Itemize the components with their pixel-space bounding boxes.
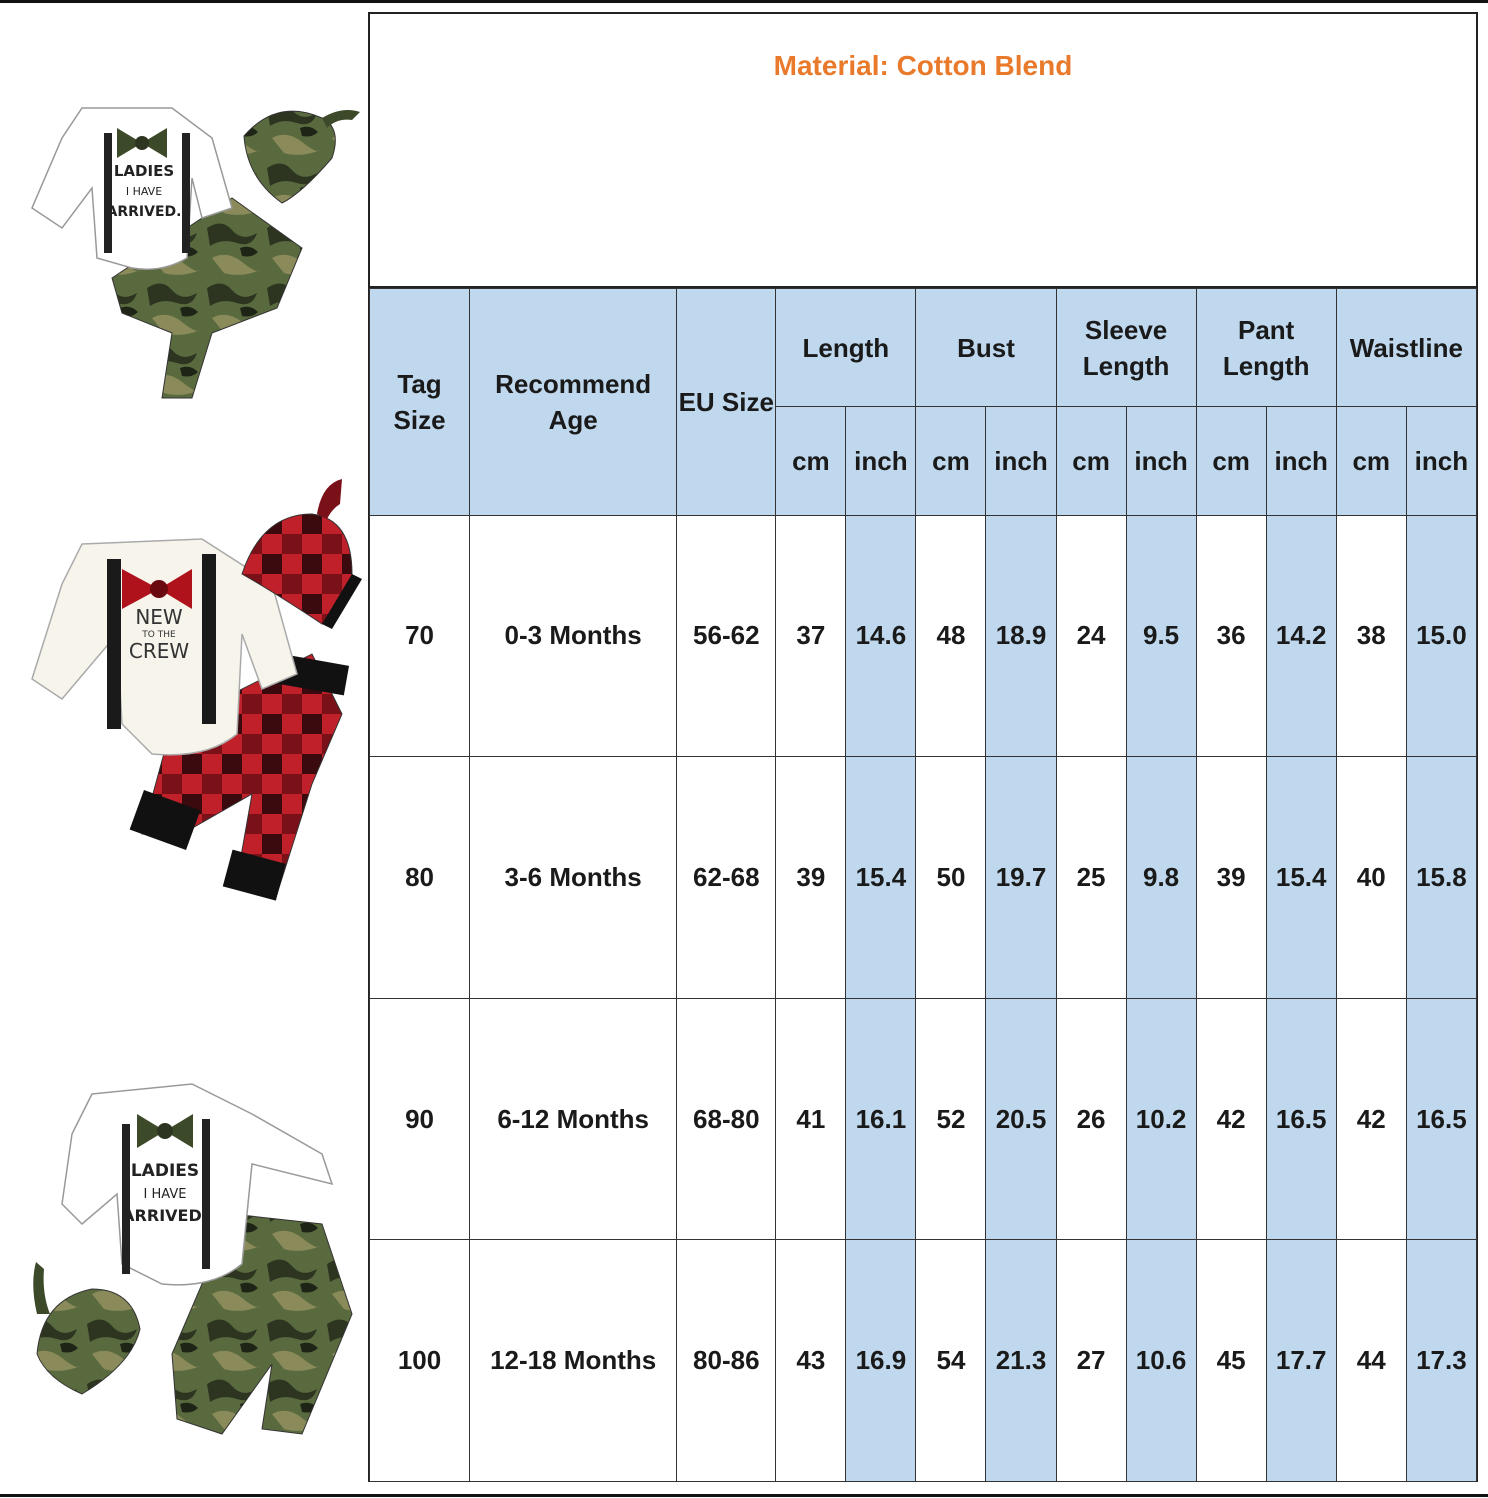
header-eu-size: EU Size bbox=[677, 289, 776, 516]
unit-cm: cm bbox=[1056, 407, 1126, 515]
unit-inch: inch bbox=[986, 407, 1056, 515]
cell-pant-cm: 36 bbox=[1196, 515, 1266, 757]
cell-recommend-age: 3-6 Months bbox=[470, 757, 677, 999]
cell-recommend-age: 12-18 Months bbox=[470, 1240, 677, 1482]
cell-waist-cm: 44 bbox=[1336, 1240, 1406, 1482]
svg-text:ARRIVED.: ARRIVED. bbox=[106, 204, 182, 220]
product-images-panel bbox=[8, 12, 370, 1482]
header-waistline: Waistline bbox=[1336, 289, 1476, 407]
cell-sleeve-inch: 9.5 bbox=[1126, 515, 1196, 757]
cell-waist-cm: 40 bbox=[1336, 757, 1406, 999]
cell-pant-inch: 16.5 bbox=[1266, 998, 1336, 1240]
cell-waist-inch: 17.3 bbox=[1406, 1240, 1476, 1482]
unit-cm: cm bbox=[1196, 407, 1266, 515]
cell-length-inch: 16.9 bbox=[846, 1240, 916, 1482]
cell-bust-cm: 54 bbox=[916, 1240, 986, 1482]
cell-recommend-age: 6-12 Months bbox=[470, 998, 677, 1240]
cell-eu-size: 68-80 bbox=[677, 998, 776, 1240]
table-row bbox=[370, 757, 1477, 999]
header-sleeve-length: Sleeve Length bbox=[1056, 289, 1196, 407]
cell-eu-size: 80-86 bbox=[677, 1240, 776, 1482]
material-header bbox=[370, 12, 1476, 288]
table-row bbox=[370, 998, 1477, 1240]
unit-inch: inch bbox=[1266, 407, 1336, 515]
cell-length-cm: 37 bbox=[776, 515, 846, 757]
svg-text:NEW: NEW bbox=[135, 605, 183, 629]
cell-length-inch: 15.4 bbox=[846, 757, 916, 999]
unit-inch: inch bbox=[1406, 407, 1476, 515]
svg-text:ARRIVED.: ARRIVED. bbox=[122, 1206, 208, 1225]
unit-cm: cm bbox=[1336, 407, 1406, 515]
camo-outfit-ladies-icon bbox=[22, 98, 362, 418]
cell-recommend-age: 0-3 Months bbox=[470, 515, 677, 757]
cell-pant-cm: 42 bbox=[1196, 998, 1266, 1240]
cell-waist-cm: 38 bbox=[1336, 515, 1406, 757]
cell-waist-cm: 42 bbox=[1336, 998, 1406, 1240]
cell-waist-inch: 15.8 bbox=[1406, 757, 1476, 999]
table-row bbox=[370, 1240, 1477, 1482]
cell-eu-size: 62-68 bbox=[677, 757, 776, 999]
header-tag-size: Tag Size bbox=[370, 289, 470, 516]
cell-bust-inch: 20.5 bbox=[986, 998, 1056, 1240]
unit-cm: cm bbox=[776, 407, 846, 515]
cell-sleeve-inch: 10.2 bbox=[1126, 998, 1196, 1240]
cell-bust-inch: 18.9 bbox=[986, 515, 1056, 757]
cell-eu-size: 56-62 bbox=[677, 515, 776, 757]
bottom-border-line bbox=[0, 1494, 1488, 1497]
table-row bbox=[370, 515, 1477, 757]
cell-length-cm: 39 bbox=[776, 757, 846, 999]
unit-inch: inch bbox=[1126, 407, 1196, 515]
cell-tag-size: 100 bbox=[370, 1240, 470, 1482]
cell-length-inch: 14.6 bbox=[846, 515, 916, 757]
cell-sleeve-inch: 10.6 bbox=[1126, 1240, 1196, 1482]
cell-length-cm: 41 bbox=[776, 998, 846, 1240]
cell-pant-inch: 15.4 bbox=[1266, 757, 1336, 999]
cell-pant-cm: 45 bbox=[1196, 1240, 1266, 1482]
cell-bust-inch: 21.3 bbox=[986, 1240, 1056, 1482]
svg-text:TO THE: TO THE bbox=[142, 630, 176, 640]
cell-pant-inch: 14.2 bbox=[1266, 515, 1336, 757]
cell-sleeve-cm: 27 bbox=[1056, 1240, 1126, 1482]
cell-waist-inch: 16.5 bbox=[1406, 998, 1476, 1240]
cell-sleeve-cm: 24 bbox=[1056, 515, 1126, 757]
cell-length-inch: 16.1 bbox=[846, 998, 916, 1240]
cell-waist-inch: 15.0 bbox=[1406, 515, 1476, 757]
cell-sleeve-inch: 9.8 bbox=[1126, 757, 1196, 999]
table-header-row bbox=[370, 289, 1477, 407]
cell-pant-cm: 39 bbox=[1196, 757, 1266, 999]
cell-length-cm: 43 bbox=[776, 1240, 846, 1482]
material-label: Material: Cotton Blend bbox=[773, 50, 1073, 81]
plaid-outfit-crew-icon bbox=[22, 474, 362, 904]
cell-bust-cm: 48 bbox=[916, 515, 986, 757]
svg-text:LADIES: LADIES bbox=[130, 1161, 200, 1181]
header-recommend-age: Recommend Age bbox=[470, 289, 677, 516]
svg-text:I HAVE: I HAVE bbox=[143, 1187, 187, 1202]
header-bust: Bust bbox=[916, 289, 1056, 407]
svg-text:CREW: CREW bbox=[128, 639, 190, 663]
cell-bust-inch: 19.7 bbox=[986, 757, 1056, 999]
cell-bust-cm: 52 bbox=[916, 998, 986, 1240]
camo-outfit-ladies-icon bbox=[22, 1074, 362, 1444]
cell-pant-inch: 17.7 bbox=[1266, 1240, 1336, 1482]
cell-tag-size: 80 bbox=[370, 757, 470, 999]
top-border-line bbox=[0, 0, 1488, 3]
unit-cm: cm bbox=[916, 407, 986, 515]
unit-inch: inch bbox=[846, 407, 916, 515]
header-pant-length: Pant Length bbox=[1196, 289, 1336, 407]
size-chart-table bbox=[369, 288, 1477, 1482]
svg-text:I HAVE: I HAVE bbox=[125, 185, 163, 198]
cell-tag-size: 90 bbox=[370, 998, 470, 1240]
svg-text:LADIES: LADIES bbox=[113, 162, 175, 180]
cell-sleeve-cm: 25 bbox=[1056, 757, 1126, 999]
cell-tag-size: 70 bbox=[370, 515, 470, 757]
cell-bust-cm: 50 bbox=[916, 757, 986, 999]
cell-sleeve-cm: 26 bbox=[1056, 998, 1126, 1240]
header-length: Length bbox=[776, 289, 916, 407]
